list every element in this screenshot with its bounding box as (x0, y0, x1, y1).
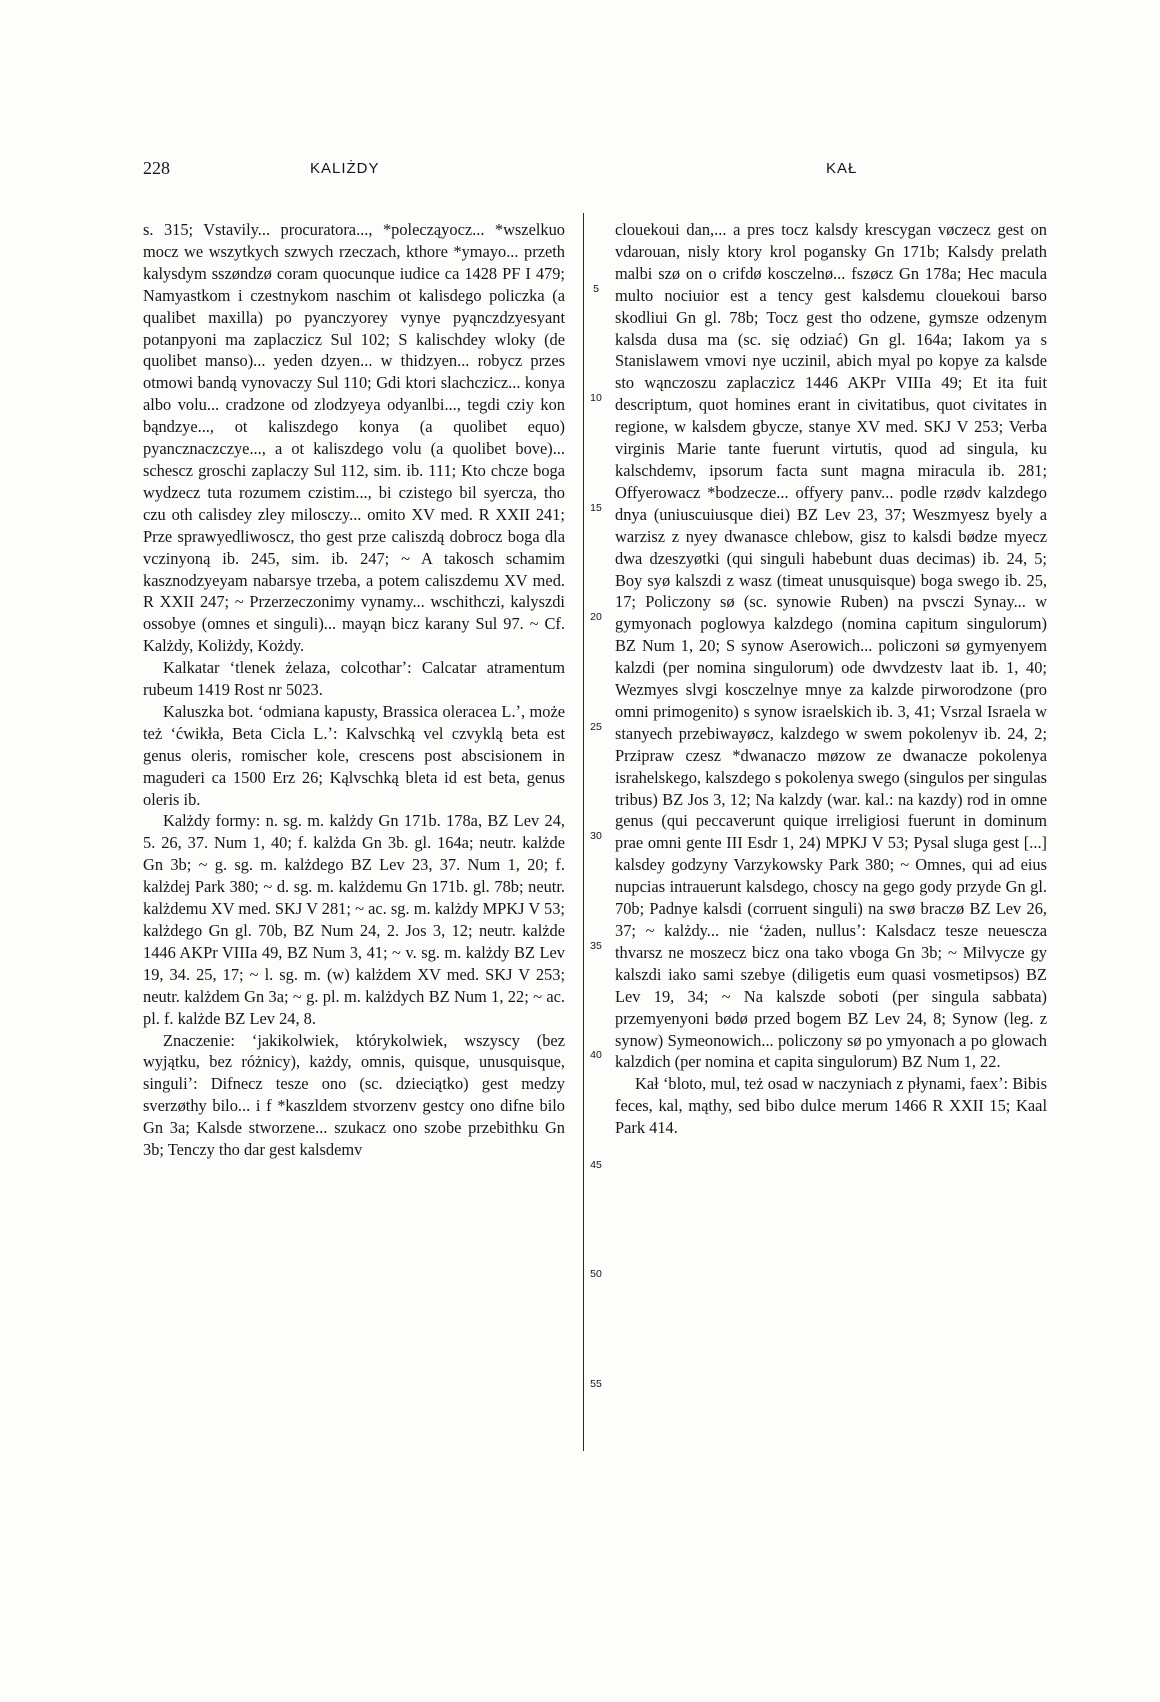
line-number: 15 (590, 502, 602, 514)
entry-kal: Kał ʻbloto, mul, też osad w naczyniach z płynami, faexʼ: Bibis feces, kal, mąthy, sed bibo dulce merum 1466 R XXII 15; Kaal Park 414. (615, 1074, 1047, 1138)
line-number: 20 (590, 611, 602, 623)
entry-continuation: s. 315; Vstavily... procuratora..., *polecząyocz... *wszelkuo mocz we wszytkych szwych rzeczach, kthore *ymayo... przeth kalysdym sszøndzø coram quocunque iudice ca 1428 PF I 479; Namyastkom i czestnykom naschim ot kalisdego policzka (a qualibet maxilla) po pyanczyorey vynye pyąnczdzyesyant potanpyoni ma zaplaczicz Sul 102; S kalischdey wloky (de quolibet manso)... yeden dzyen... w thidzyen... robycz przes otmowi bandą vynovaczy Sul 110; Gdi ktori slachczicz... konya albo volu... cradzone od zlodzyeya odyanlbi..., tegdi cziy kon bąndzye..., ot kaliszdego konya (a quolibet equo) pyancznaczczye..., a ot kaliszdego volu (a quolibet bove)... schescz groschi zaplaczy Sul 112, sim. ib. 111; Kto chcze boga wydzecz tuta rozumem czistim..., bi czistego bil syercza, tho czu oth calisdey zley milosczy... omito XV med. R XXII 241; Prze sprawyedliwoscz, tho gest prze caliszdą dobrocz boga dla vczinyoną ib. 245, sim. ib. 247; ~ A takosch schamim kasznodzyeyam nabarsye trzeba, a potem caliszdemu XV med. R XXII 247; ~ Przerzeczonimy vynamy... wschithczi, kalyszdi ossobye (omnes et singuli)... mayąn bicz karany Sul 97. ~ Cf. Kalżdy, Koliżdy, Kożdy. (143, 220, 565, 656)
line-number: 35 (590, 940, 602, 952)
page-number: 228 (143, 158, 170, 178)
entry-kalkatar: Kalkatar ʻtlenek żelaza, colcotharʼ: Calcatar atramentum rubeum 1419 Rost nr 5023. (143, 658, 565, 700)
line-number: 5 (593, 283, 599, 295)
line-number: 40 (590, 1049, 602, 1061)
running-head (0, 158, 1160, 182)
line-number: 30 (590, 830, 602, 842)
entry-kalzdy-meaning: Znaczenie: ʻjakikolwiek, którykolwiek, wszyscy (bez wyjątku, bez różnicy), każdy, omnis, quisque, unusquisque, singuliʼ: Difnecz tesze ono (sc. dzieciątko) gest medzy sverzøthy bilo... i f *kaszldem stvorzenv gestcy ono difne bilo Gn 3a; Kalsde stworzene... szukacz ono szobe przebithku Gn 3b; Tenczy tho dar gest kalsdemv (143, 1030, 565, 1160)
left-running-title: KALIŻDY (310, 160, 380, 177)
line-number: 55 (590, 1378, 602, 1390)
entry-kalzdy-forms: Kalżdy formy: n. sg. m. kalżdy Gn 171b. 178a, BZ Lev 24, 5. 26, 37. Num 1, 40; f. kalżda Gn 3b. gl. 164a; neutr. kalżde Gn 3b; ~ g. sg. m. kalżdego BZ Lev 23, 37. Num 1, 20; f. kalżdej Park 380; ~ d. sg. m. kalżdemu Gn 171b. gl. 78b; neutr. kalżdemu XV med. SKJ V 281; ~ ac. sg. m. kalżdy MPKJ V 53; kalżdego Gn gl. 70b, BZ Num 24, 2. Jos 3, 12; neutr. kalżde 1446 AKPr VIIIa 49, BZ Num 3, 41; ~ v. sg. m. kalżdy BZ Lev 19, 34. 25, 17; ~ l. sg. m. (w) kalżdem XV med. SKJ V 253; neutr. kalżdem Gn 3a; ~ g. pl. m. kalżdych BZ Num 1, 22; ~ ac. pl. f. kalżde BZ Lev 24, 8. (143, 811, 565, 1028)
line-number: 10 (590, 392, 602, 404)
right-column (615, 219, 1047, 1139)
entry-kaluszka: Kaluszka bot. ʻodmiana kapusty, Brassica oleracea L.ʼ, może też ʻćwikła, Beta Cicla L.ʼ: Kalvschką vel czvyklą beta est genus oleris, romischer kole, crescens post abscisionem in maguderi ca 1500 Erz 26; Kąlvschką bleta id est beta, genus oleris ib. (143, 701, 565, 809)
entry-kalzdy-continuation: clouekoui dan,... a pres tocz kalsdy krescygan vøczecz gest on vdarouan, nisly ktory krol pogansky Gn 171b; Kalsdy prelath malbi szø on o crifdø kosczelnø... fszøcz Gn 178a; Hec macula multo nociuior est a tency gest kalsdemu clouekoui barso skodliui Gn gl. 78b; Tocz gest tho odzene, gymsze odzenym kalsda dusa ma (sc. się odziać) Gn gl. 164a; Iakom ya s Stanislawem vmovi nye uczinil, abich myal po kopye za kalsde sto wąnczoszu zaplaczicz 1446 AKPr VIIIa 49; Et ita fuit descriptum, quot homines erant in civitatibus, quot civitates in regione, w kalsdem gbycze, stanye XV med. SKJ V 253; Verba virginis Marie tante fuerunt virtutis, quod ad singula, ku kalschdemv, ipsorum facta sunt magna miracula ib. 281; Offyerowacz *bodzecze... offyery panv... podle rzødv kalzdego dnya (uniuscuiusque diei) BZ Lev 23, 37; Weszmyesz byely a warzisz z nyey dwanasce chlebow, gisz to kalsdi bødze myecz dwa dzeszyøtki (qui singuli habebunt duas decimas) ib. 24, 5; Boy syø kalszdi z wasz (timeat unusquisque) boga swego ib. 25, 17; Policzony sø (sc. synowie Ruben) na pvsczi Synay... w gymyonach poglowya kalzdego (nomina capitum singulorum) BZ Num 1, 20; S synow Aserowich... policzoni sø gymyenyem kalzdi (per nomina singulorum) ode dwvdzestv laat ib. 1, 40; Wezmyes slvgi kosczelnye mnye za kalzde pirworodzone (pro omni primogenito) s synow israelskich ib. 3, 41; Vsrzal Israela w stanyech przebiwayøcz, kalzdego w swem pokolenyv ib. 24, 2; Przipraw czesz *dwanaczo møzow ze dwanacze pokolenya israhelskego, kalszdego s pokolenya swego (singulos per singulas tribus) BZ Jos 3, 12; Na kalzdy (war. kal.: na kazdy) rod in omne genus (qui peccaverunt quique irreligiosi fuerunt in dominum prae omni gente III Esdr 1, 24) MPKJ V 53; Pysal sluga gest [...] kalsdey godzyny Varzykowsky Park 380; ~ Omnes, qui ad eius nupcias intrauerunt kalsdego, choscy na gego gody przyde Gn gl. 70b; Padnye kalsdi (corruent singuli) na swø braczø BZ Lev 26, 37; ~ kalżdy... nie ʻżaden, nullusʼ: Kalsdacz tesze neuescza thvarsz ne moszecz bicz ona tako vboga Gn 3b; ~ Milvycze gy kalszdi iako sami szebye (diligetis eum quasi vosmetipsos) BZ Lev 19, 34; ~ Na kalszde soboti (per singula sabbata) przemyenyoni bødø przed bogem BZ Lev 24, 8; Synow (leg. z synow) Symeonowich... policzony sø po ymyonach a po glowach kalzdich (per nomina et capita singulorum) BZ Num 1, 22. (615, 220, 1047, 1072)
left-column (143, 219, 565, 1161)
line-number: 45 (590, 1159, 602, 1171)
right-running-title: KAŁ (826, 160, 858, 177)
line-number: 25 (590, 721, 602, 733)
line-number: 50 (590, 1268, 602, 1280)
